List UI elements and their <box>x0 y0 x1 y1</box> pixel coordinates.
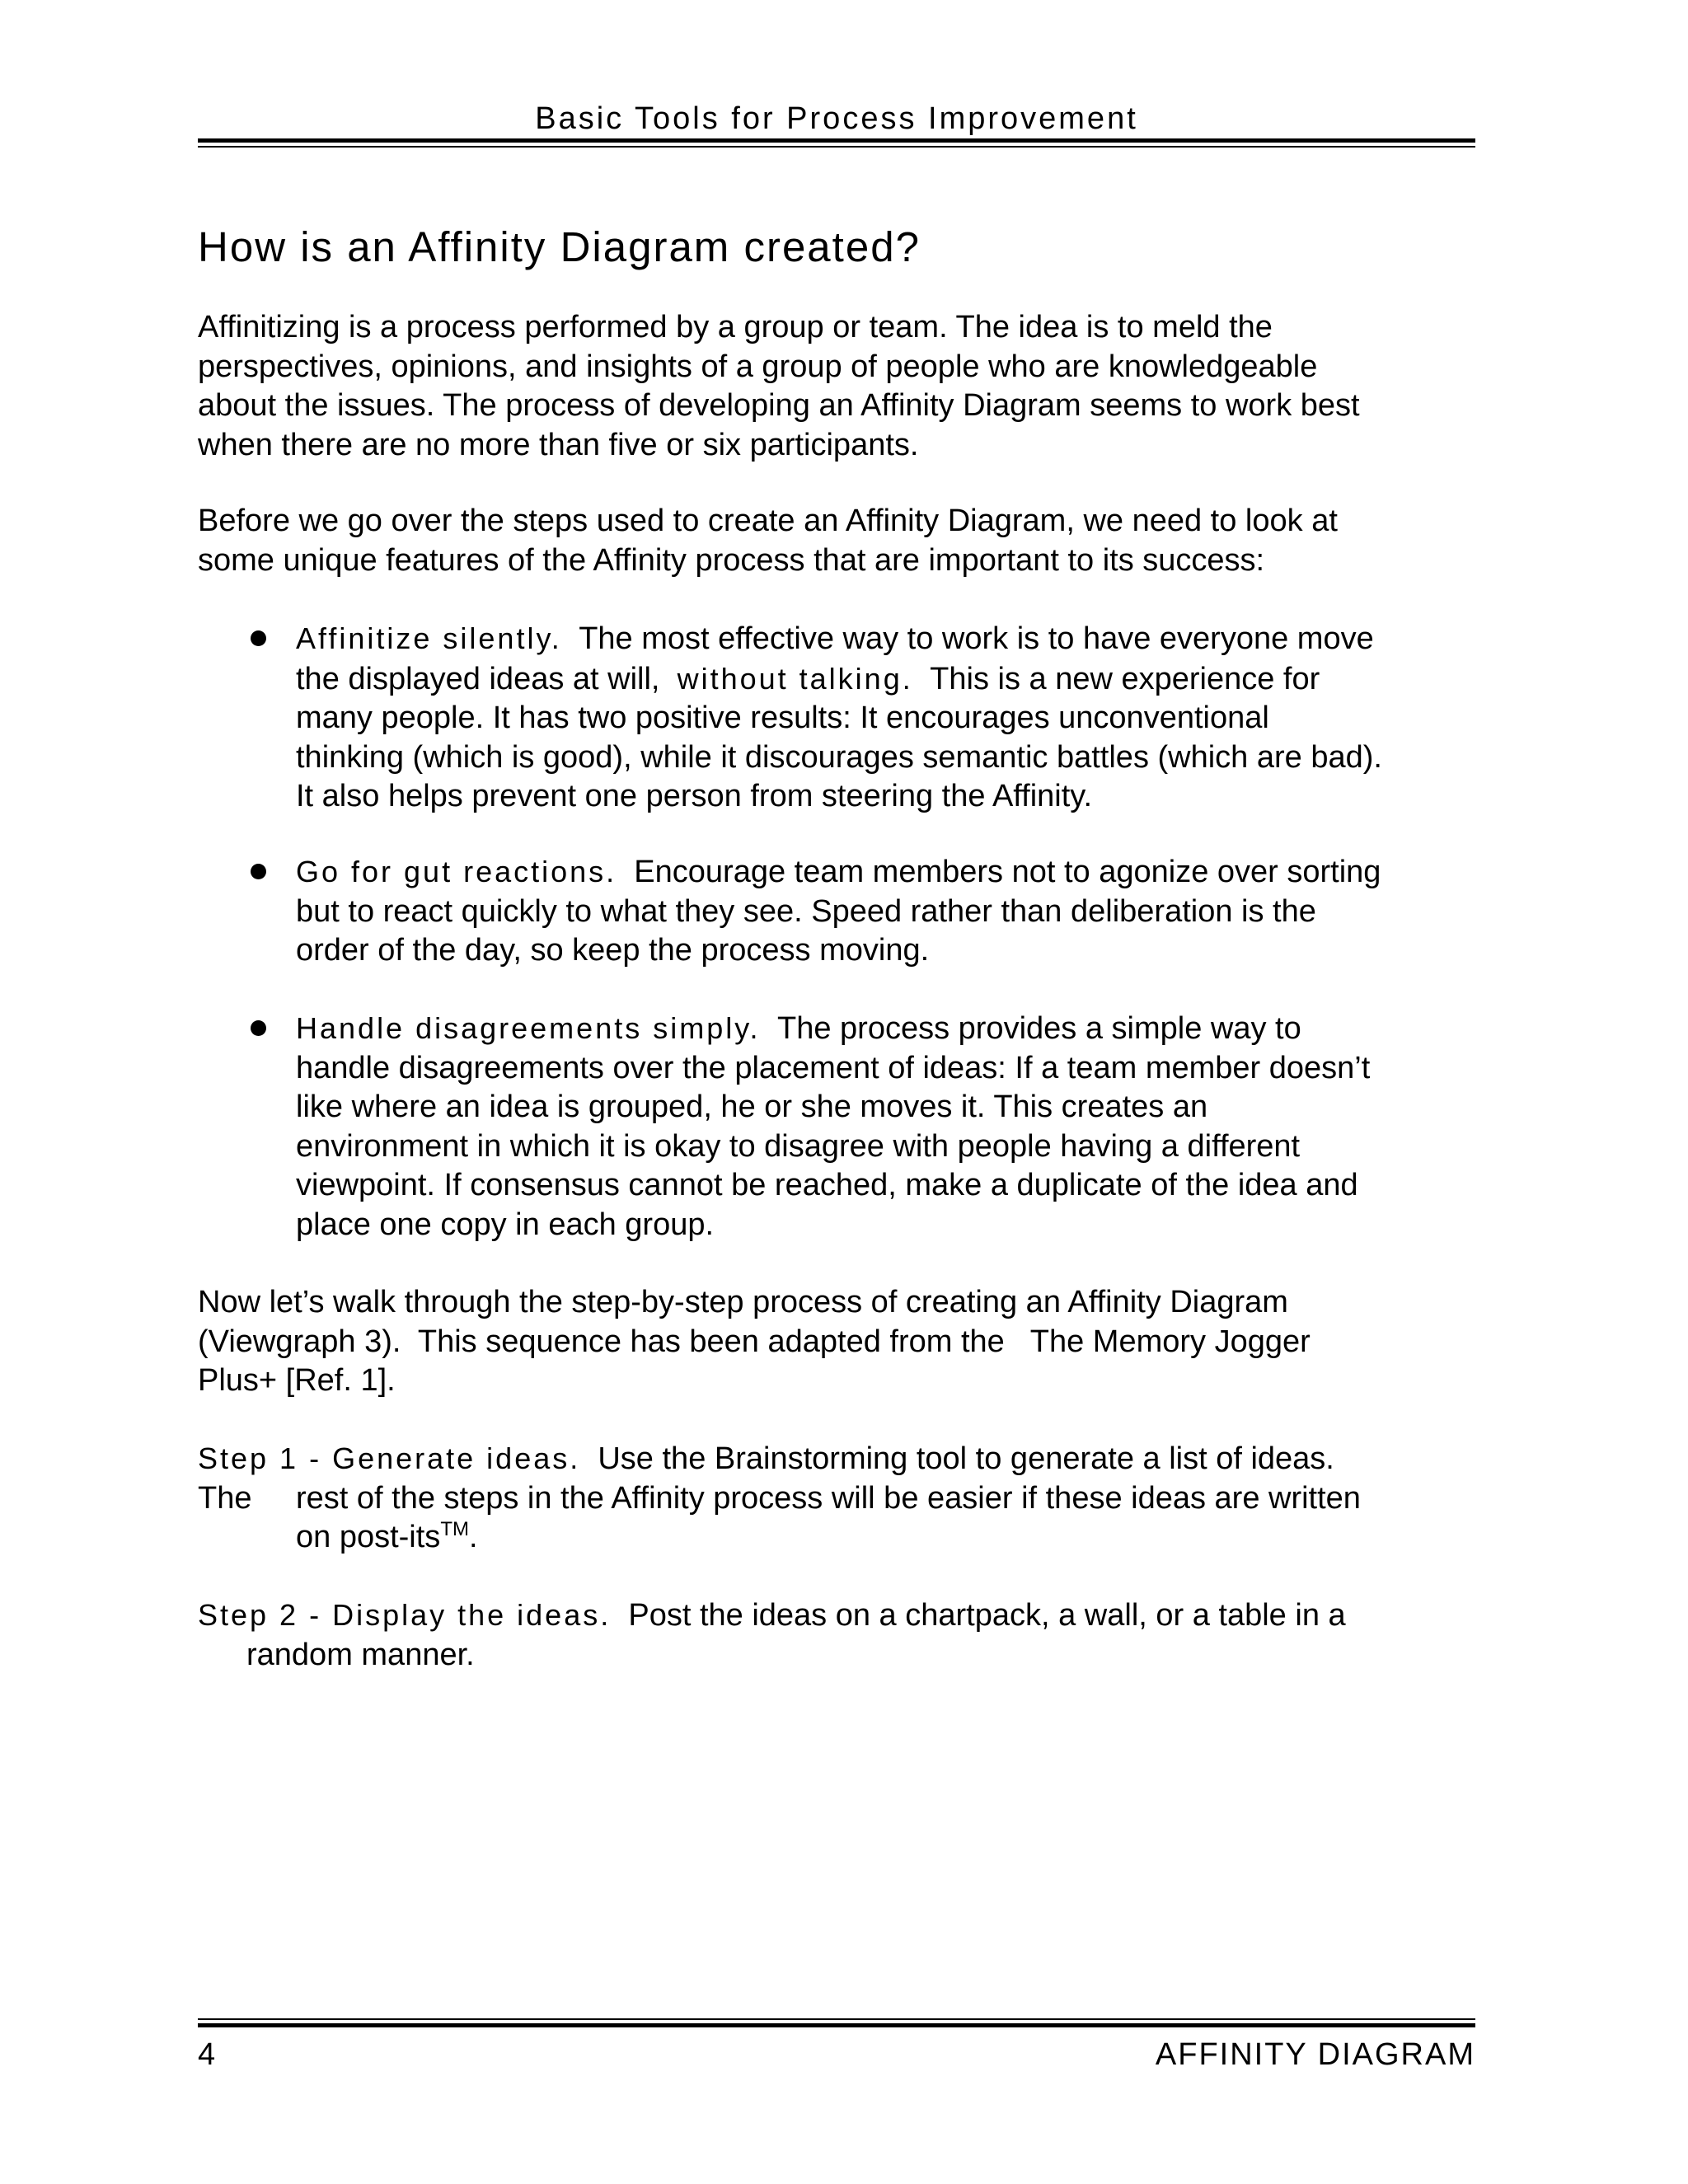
text-line: random manner. <box>246 1637 475 1672</box>
text-line: It also helps prevent one person from steering the Affinity. <box>296 779 1093 813</box>
text-line <box>198 1439 1475 1479</box>
text-line: viewpoint. If consensus cannot be reached, make a duplicate of the idea and <box>296 1168 1358 1202</box>
text-line: when there are no more than five or six participants. <box>198 427 919 462</box>
step-line-rest: Post the ideas on a chartpack, a wall, or a table in a <box>611 1598 1346 1633</box>
text-line <box>198 1518 1475 1558</box>
text-line <box>198 1479 1475 1519</box>
text-line: handle disagreements over the placement of ideas: If a team member doesn’t <box>296 1050 1371 1085</box>
running-header: Basic Tools for Process Improvement <box>535 101 1138 136</box>
trademark-mark: TM <box>440 1518 469 1540</box>
text-line <box>296 852 1475 893</box>
step-line-part: on post-its <box>296 1520 441 1554</box>
text-line: many people. It has two positive results: It encourages unconventional <box>296 701 1269 735</box>
step-line-part: . <box>468 1520 478 1554</box>
text-line: Before we go over the steps used to create an Affinity Diagram, we need to look at <box>198 504 1338 538</box>
text-line: order of the day, so keep the process moving. <box>296 933 930 968</box>
step-2 <box>198 1596 1475 1675</box>
text-line: perspectives, opinions, and insights of a group of people who are knowledgeable <box>198 349 1318 384</box>
text-line <box>296 659 1475 700</box>
bullet-line-part: This is a new experience for <box>912 661 1320 696</box>
step-lead: Step 1 - Generate ideas. <box>198 1441 581 1475</box>
text-line: (Viewgraph 3). This sequence has been adapted from the The Memory Jogger <box>198 1324 1311 1359</box>
text-line: about the issues. The process of developing an Affinity Diagram seems to work best <box>198 388 1360 423</box>
text-line <box>296 1009 1475 1049</box>
bullet-lead: Go for gut reactions. <box>296 855 617 888</box>
text-line: but to react quickly to what they see. Speed rather than deliberation is the <box>296 893 1316 929</box>
text-line: Now let’s walk through the step-by-step process of creating an Affinity Diagram <box>198 1285 1288 1319</box>
bullet-text <box>296 1009 1475 1244</box>
footer-rule-thin <box>198 2018 1475 2020</box>
text-line <box>296 619 1475 659</box>
bullet-line-rest: Encourage team members not to agonize over sorting <box>617 855 1381 889</box>
bullet-text <box>296 619 1475 817</box>
bullet-text <box>296 852 1475 971</box>
step-line-rest: Use the Brainstorming tool to generate a list of ideas. <box>580 1441 1334 1476</box>
text-line: Affinitizing is a process performed by a group or team. The idea is to meld the <box>198 310 1273 344</box>
footer-rule-thick <box>198 2023 1475 2027</box>
step-1 <box>198 1439 1475 1558</box>
header-rule-thin <box>198 146 1475 148</box>
bullet-line-rest: The most effective way to work is to have everyone move <box>561 621 1374 656</box>
bullet-icon <box>251 1020 266 1036</box>
intro-paragraph <box>198 308 1475 465</box>
emphasis-text: without talking. <box>677 661 913 696</box>
step-line-rest: rest of the steps in the Affinity process will be easier if these ideas are written <box>296 1480 1361 1516</box>
text-line <box>198 1596 1475 1636</box>
header-rule-thick <box>198 138 1475 143</box>
walkthrough-paragraph <box>198 1283 1475 1401</box>
text-line: some unique features of the Affinity process that are important to its success: <box>198 542 1265 578</box>
bullet-line-rest: The process provides a simple way to <box>760 1011 1301 1046</box>
step-lead: Step 2 - Display the ideas. <box>198 1598 612 1632</box>
page-title: How is an Affinity Diagram created? <box>198 223 921 270</box>
page-number: 4 <box>198 2037 216 2072</box>
before-steps-paragraph <box>198 502 1475 580</box>
bullet-line-part: the displayed ideas at will, <box>296 661 678 696</box>
text-line: like where an idea is grouped, he or she moves it. This creates an <box>296 1090 1208 1124</box>
text-line: thinking (which is good), while it discourages semantic battles (which are bad). <box>296 739 1382 775</box>
bullet-icon <box>251 630 266 646</box>
bullet-lead: Handle disagreements simply. <box>296 1011 761 1045</box>
text-line: environment in which it is okay to disagree with people having a different <box>296 1128 1301 1164</box>
step-line-word: The <box>198 1480 252 1516</box>
footer-section-title: AFFINITY DIAGRAM <box>1155 2037 1475 2072</box>
bullet-icon <box>251 864 266 879</box>
text-line: place one copy in each group. <box>296 1207 715 1242</box>
text-line: Plus+ [Ref. 1]. <box>198 1363 396 1398</box>
bullet-lead: Affinitize silently. <box>296 621 562 655</box>
